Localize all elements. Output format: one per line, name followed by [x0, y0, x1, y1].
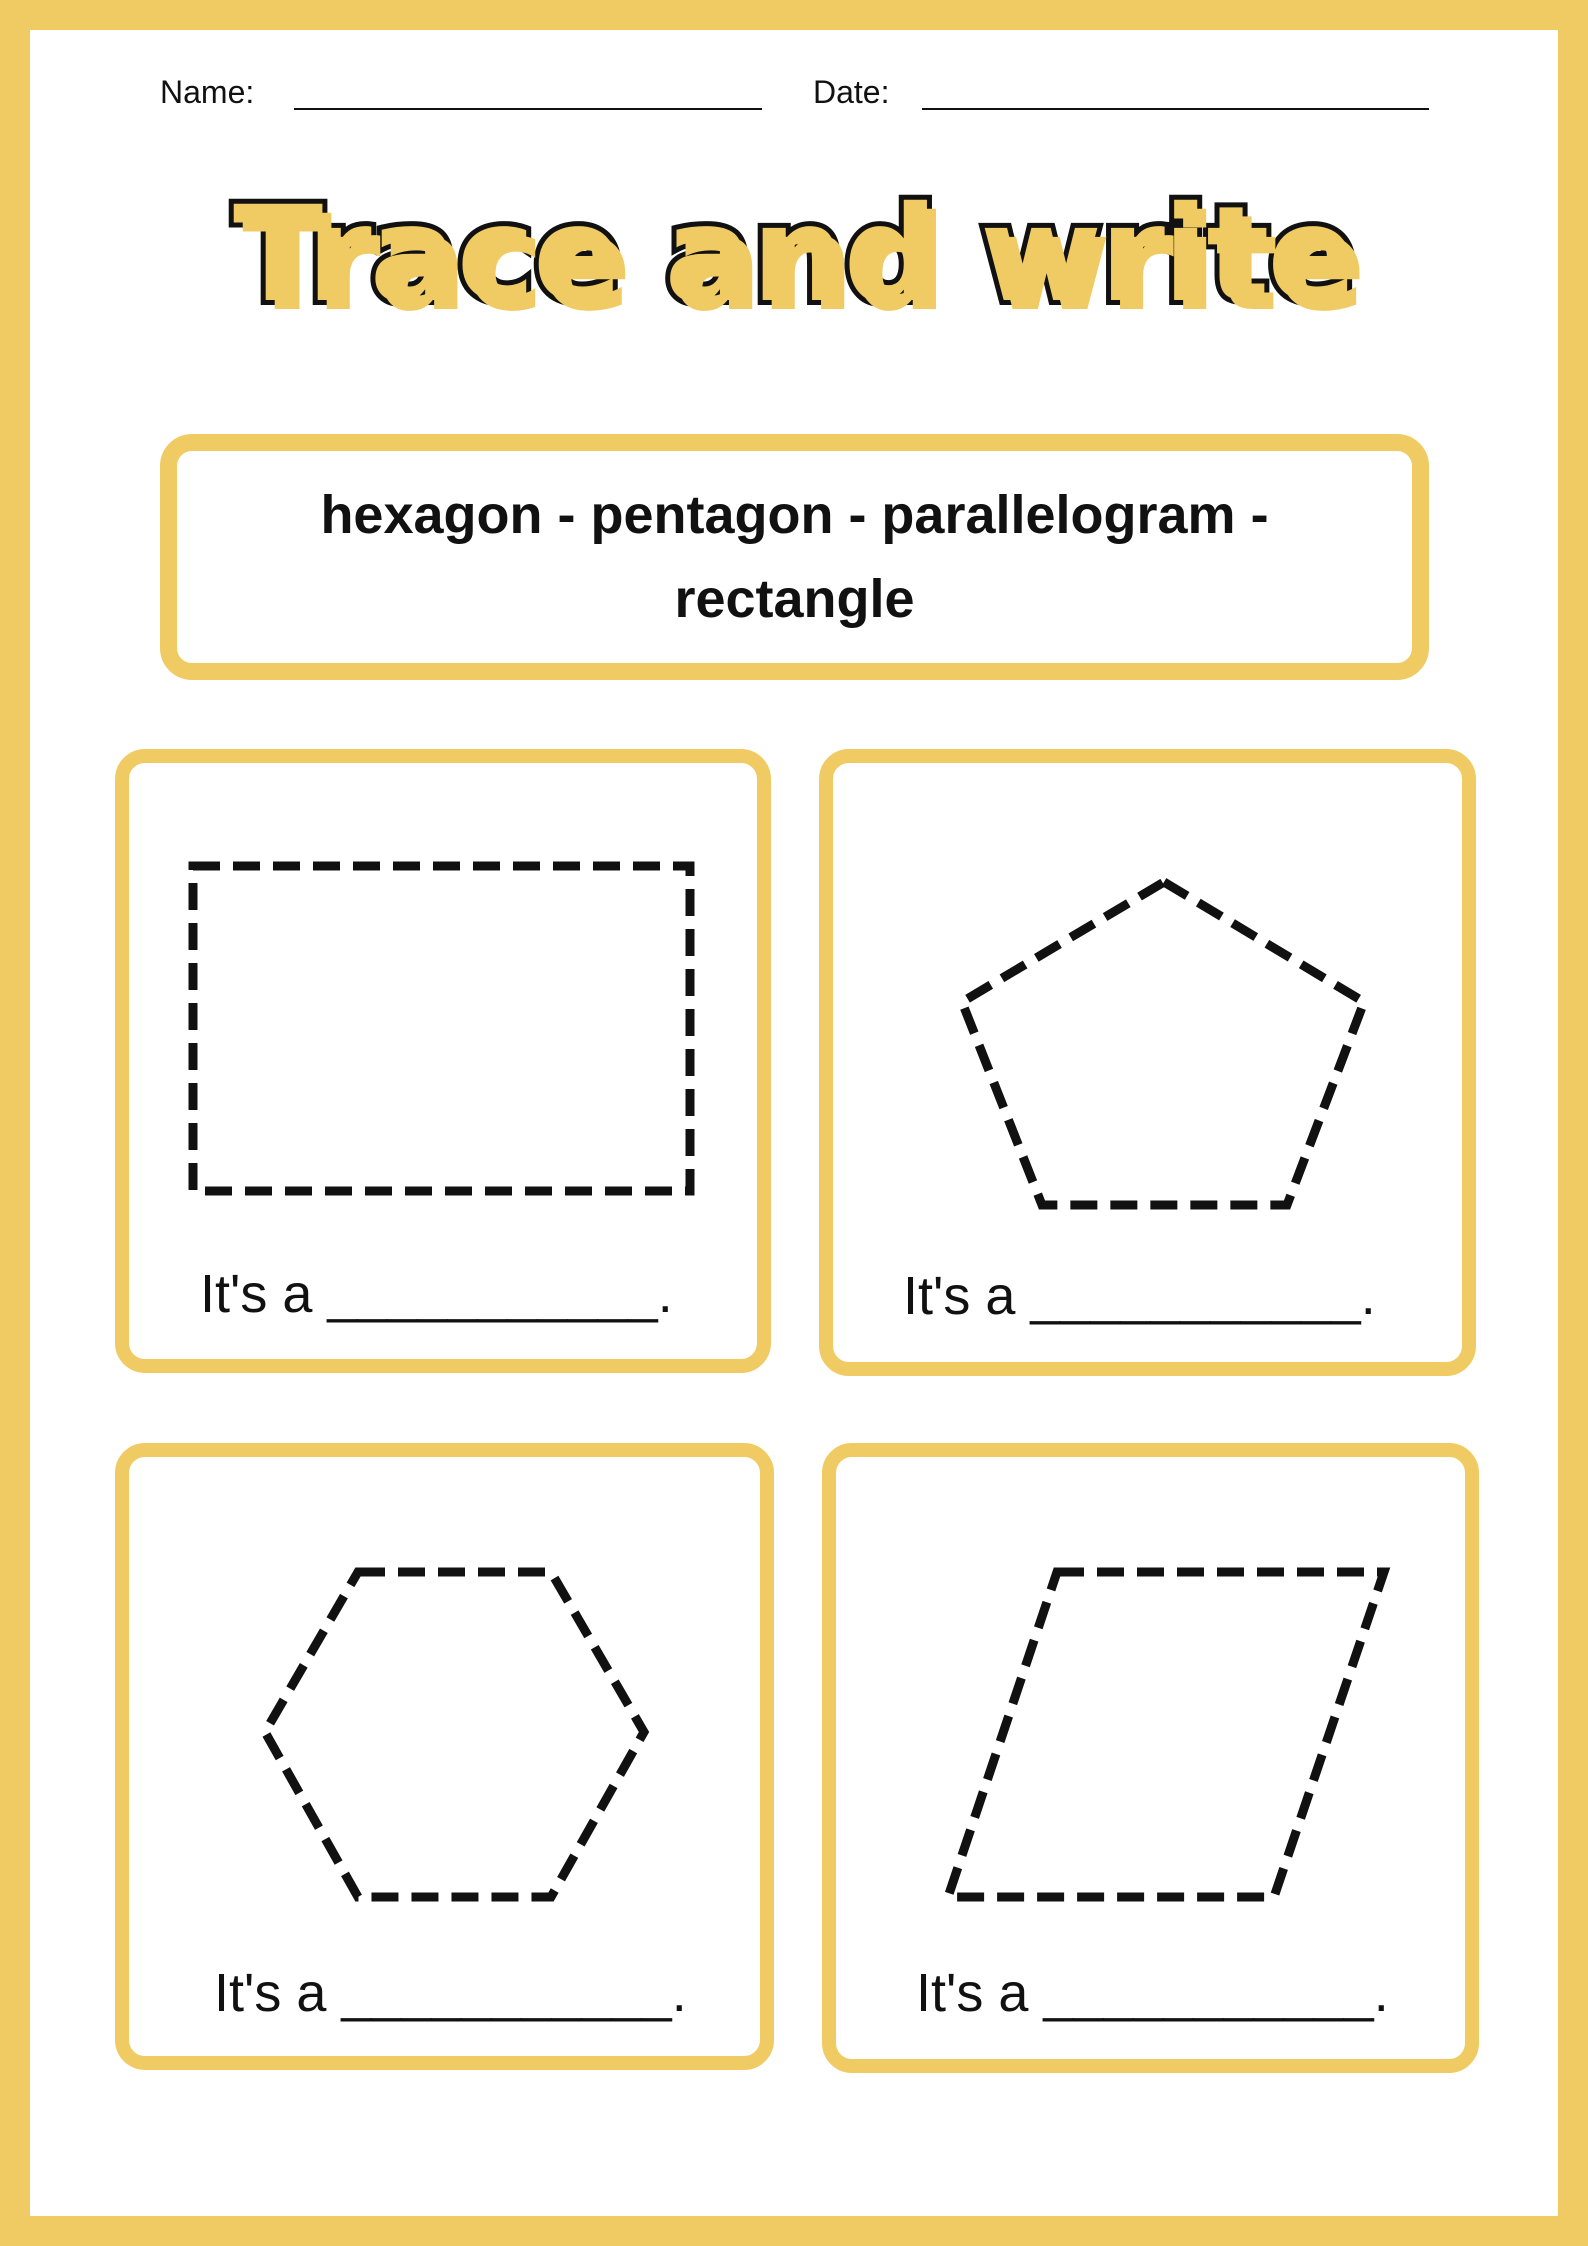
page-title: Trace and write	[233, 178, 1355, 332]
name-label: Name:	[160, 74, 255, 110]
answer-caption[interactable]: It's a ___________.	[903, 1266, 1376, 1326]
answer-caption[interactable]: It's a ___________.	[214, 1963, 687, 2023]
shape-card-pentagon	[819, 749, 1476, 1376]
answer-caption[interactable]: It's a ___________.	[916, 1963, 1389, 2023]
shape-card-rectangle	[115, 749, 771, 1373]
word-bank	[160, 434, 1429, 680]
name-field[interactable]	[294, 108, 762, 110]
shape-card-parallelogram	[822, 1443, 1479, 2073]
date-label: Date:	[813, 74, 890, 110]
shape-card-hexagon	[115, 1443, 774, 2070]
answer-caption[interactable]: It's a ___________.	[200, 1264, 673, 1324]
word-bank-text: hexagon - pentagon - parallelogram - rectangle	[320, 485, 1269, 629]
date-field[interactable]	[922, 108, 1429, 110]
